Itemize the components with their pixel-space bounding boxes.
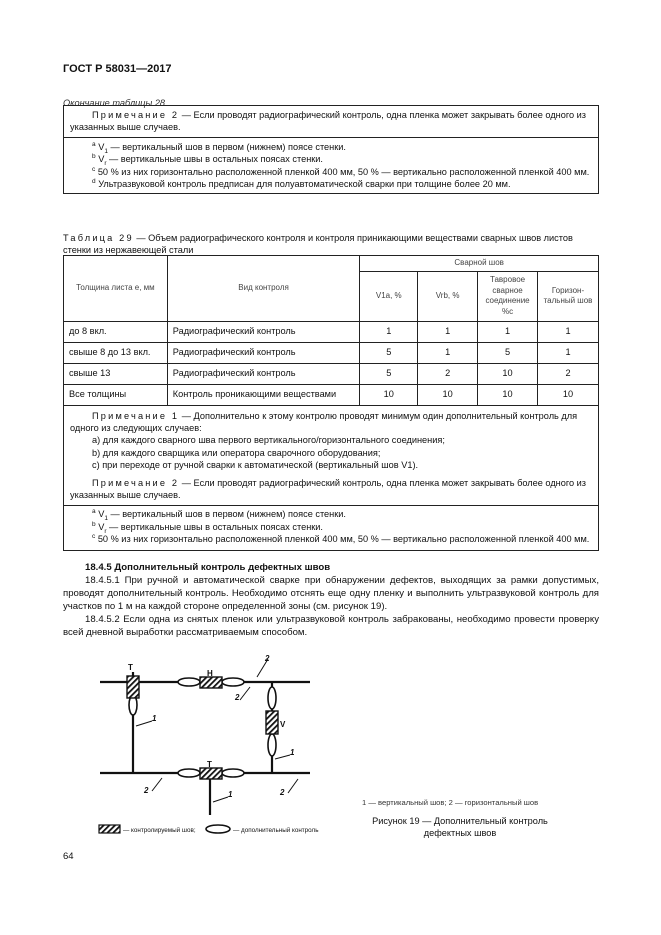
table-29-footnotes: $^a$ $V_1$ — вертикальный шов в первом (нижнем) поясе стенки. $^b$ $V_r$ — вертикальные швы в остальных поясах стенки. $^c$ 50 % из них горизонтально расположенной пленкой 400 мм, 50 % — вертикально расположенной пленкой 400 мм. [64, 506, 599, 550]
label-v: V [280, 720, 286, 729]
table-28-note-2: Примечание 2 — Если проводят радиографический контроль, одна пленка может закрывать более одного из указанных выше случаев. [70, 110, 587, 133]
label-h: Н [207, 669, 213, 678]
label-t: Т [207, 760, 212, 769]
table-row: свыше 8 до 13 вкл. Радиографический контроль 5 1 5 1 [64, 342, 599, 363]
table-29-notes: Примечание 1 — Дополнительно к этому контролю проводят минимум один дополнительный контроль для одного из следующих случаев: a) для каждого сварного шва первого вертикального/горизонтального соединения; b) для каждого сварщика или оператора сварочного оборудования; c) при переходе от ручной сварки к автоматической (вертикальный шов V1). Примечание 2 — Если проводят радиографический контроль, одна пленка может закрывать более одного из указанных выше случаев. [64, 405, 599, 506]
table-row: до 8 вкл. Радиографический контроль 1 1 1 1 [64, 321, 599, 342]
label-1: 1 [152, 714, 157, 723]
table-continuation-label: Окончание таблицы 28 [63, 98, 166, 108]
standard-header: ГОСТ Р 58031—2017 [63, 63, 172, 75]
table-row: свыше 13 Радиографический контроль 5 2 10 2 [64, 363, 599, 384]
figure-caption: Рисунок 19 — Дополнительный контроль дефектных швов [372, 816, 548, 839]
oval-icon [129, 678, 276, 777]
label-t: Т [128, 663, 133, 672]
legend-oval-icon [206, 825, 230, 833]
section-heading: 18.4.5 Дополнительный контроль дефектных швов [85, 562, 331, 573]
page-number: 64 [63, 851, 74, 862]
legend-oval-text: — дополнительный контроль [233, 827, 319, 834]
table-29-title: Таблица 29 — Объем радиографического контроля и контроля приникающими веществами сварных швов листов стенки из нержавеющей стали [63, 233, 573, 256]
header-thickness: Толщина листа е, мм [64, 256, 168, 322]
label-1: 1 [228, 790, 233, 799]
paragraph: 18.4.5.1 При ручной и автоматической сварке при обнаружении дефектов, выходящих за рамки допустимых, проводят дополнительный контроль. Необходимо отснять еще одну пленку и выполнить ультразвуковой контроль для участков по 1 м на каждой стороне определенной зоны (см. рисунок 19). [63, 575, 599, 613]
label-2: 2 [235, 693, 240, 702]
label-2: 2 [144, 786, 149, 795]
table-row: Все толщины Контроль проникающими веществами 10 10 10 10 [64, 384, 599, 405]
paragraph: 18.4.5.2 Если одна из снятых пленок или ультразвуковой контроль забракованы, необходимо провести проверку всей дневной выработки рассматриваемым способом. [63, 614, 599, 639]
hatched-weld-icon [127, 676, 278, 779]
header-weld: Сварной шов [360, 256, 599, 272]
legend-hatched-icon [99, 825, 120, 833]
header-vr: Vrb, % [418, 271, 478, 321]
label-1: 1 [290, 748, 295, 757]
table-28-footnotes: $^a$ $V_1$ — вертикальный шов в первом (нижнем) поясе стенки. $^b$ $V_r$ — вертикальные швы в остальных поясах стенки. $^c$ 50 % из них горизонтально расположенной пленкой 400 мм, 50 % — вертикально расположенной пленкой 400 мм. $^d$ Ультразвуковой контроль предписан для полуавтоматической сварки при толщине более 20 мм. [64, 137, 598, 194]
header-v1: V1a, % [360, 271, 418, 321]
header-horizontal: Горизон-тальный шов [538, 271, 599, 321]
legend-hatched-text: — контролируемый шов; [123, 827, 196, 834]
figure-key: 1 — вертикальный шов; 2 — горизонтальный шов [362, 798, 539, 807]
header-tee: Тавровое сварное соединение %c [478, 271, 538, 321]
label-2: 2 [280, 788, 285, 797]
header-control: Вид контроля [167, 256, 360, 322]
label-2: 2 [265, 654, 270, 663]
